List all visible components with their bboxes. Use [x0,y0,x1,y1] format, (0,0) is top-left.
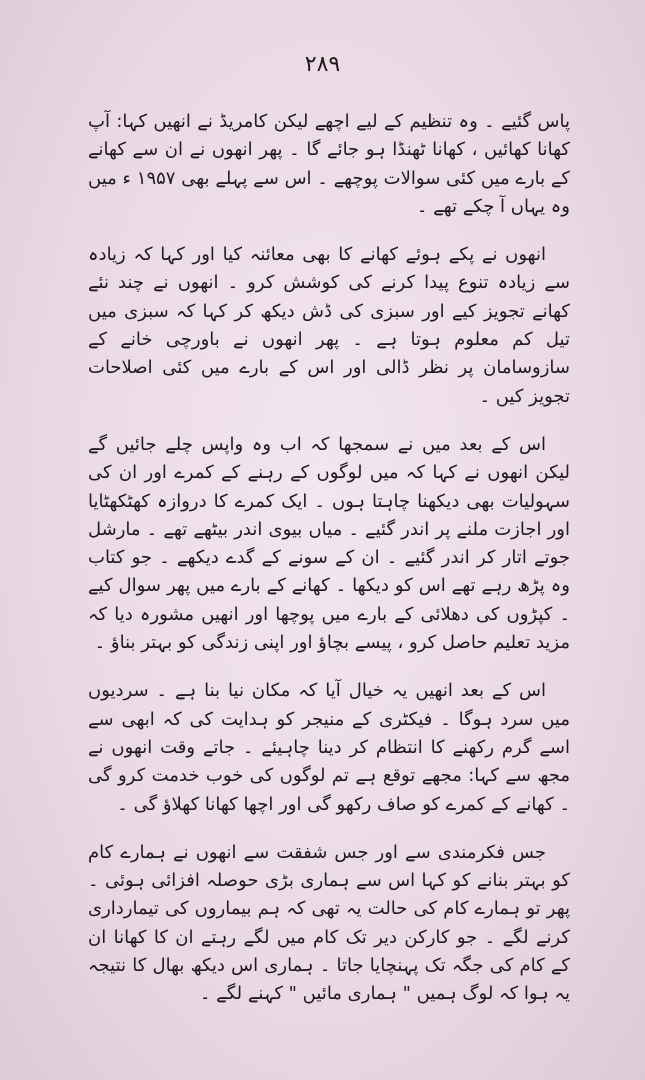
paragraph-3: اس کے بعد میں نے سمجھا کہ اب وہ واپس چلے جائیں گے لیکن انھوں نے کہا کہ میں لوگوں کے رہنے کے کمرے اور ان کی سہولیات بھی دیکھنا چاہتا ہوں ۔ ایک کمرے کا دروازہ کھٹکھٹایا اور اجازت ملنے پر اندر گئیے ۔ میاں بیوی اندر بیٹھے تھے ۔ مارشل جوتے اتار کر اندر گئیے ۔ ان کے سونے کے گدے دیکھے ۔ جو کتاب وہ پڑھ رہے تھے اس کو دیکھا ۔ کھانے کے بارے میں پھر سوال کیے ۔ کپڑوں کی دھلائی کے بارے میں پوچھا اور انھیں مشورہ دیا کہ مزید تعلیم حاصل کرو ، پیسے بچاؤ اور اپنی زندگی کو بہتر بناؤ ۔ [88,433,570,654]
paragraph-5: جس فکرمندی سے اور جس شفقت سے انھوں نے ہمارے کام کو بہتر بنانے کو کہا اس سے ہماری بڑی حوصلہ افزائی ہوئی ۔ پھر تو ہمارے کام کی حالت یہ تھی کہ ہم بیماروں کی تیمارداری کرنے لگے ۔ جو کارکن دیر تک کام میں لگے رہتے ان کا کھانا ان کے کام کی جگہ تک پہنچایا جاتا ۔ ہماری اس دیکھ بھال کا نتیجہ یہ ہوا کہ لوگ ہمیں " ہماری مائیں " کہنے لگے ۔ [88,841,570,1005]
paragraph-4: اس کے بعد انھیں یہ خیال آیا کہ مکان نیا بنا ہے ۔ سردیوں میں سرد ہوگا ۔ فیکٹری کے منیجر کو ہدایت کی کہ ابھی سے اسے گرم رکھنے کا انتظام کر دینا چاہیئے ۔ جاتے وقت انھوں نے مجھ سے کہا: مجھے توقع ہے تم لوگوں کی خوب خدمت کرو گی ۔ کھانے کے کمرے کو صاف رکھو گی اور اچھا کھانا کھلاؤ گی ۔ [88,680,570,815]
paragraph-2: انھوں نے پکے ہوئے کھانے کا بھی معائنہ کیا اور کہا کہ زیادہ سے زیادہ تنوع پیدا کرنے کی کوشش کرو ۔ انھوں نے چند نئے کھانے تجویز کیے اور سبزی کی ڈش دیکھ کر کہا کہ سبزی میں تیل کم معلوم ہوتا ہے ۔ پھر انھوں نے باورچی خانے کے سازوسامان پر نظر ڈالی اور اس کے بارے میں کئی اصلاحات تجویز کیں ۔ [88,244,570,407]
page-number: ۲۸۹ [304,52,341,77]
paragraph-1: پاس گئیے ۔ وہ تنظیم کے لیے اچھے لیکن کامریڈ نے انھیں کہا: آپ کھانا کھائیں ، کھانا ٹھنڈا ہو جائے گا ۔ پھر انھوں نے ان سے کھانے کے بارے میں کئی سوالات پوچھے ۔ اس سے پہلے بھی ۱۹۵۷ ء میں وہ یہاں آ چکے تھے ۔ [88,111,570,217]
page-body-text [88,108,570,1029]
